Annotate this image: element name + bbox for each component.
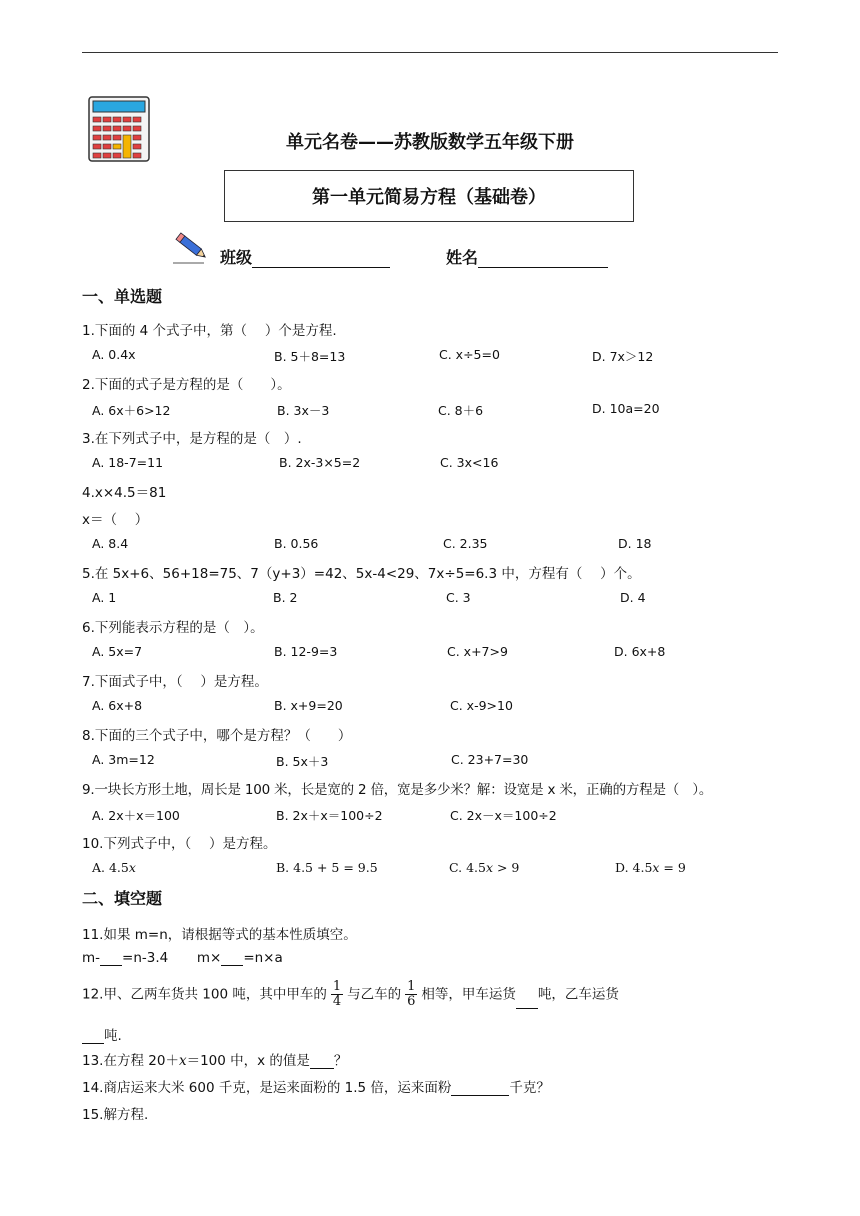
q8-option-c[interactable]: C. 23+7=30 — [451, 752, 529, 767]
q2-option-d[interactable]: D. 10a=20 — [592, 401, 660, 416]
q5-option-c[interactable]: C. 3 — [446, 590, 471, 605]
q7-option-c[interactable]: C. x-9>10 — [450, 698, 513, 713]
q3-option-a[interactable]: A. 18-7=11 — [92, 455, 164, 470]
q4-option-d[interactable]: D. 18 — [618, 536, 652, 551]
fraction-one-sixth: $\frac{1}{6}$ — [407, 979, 416, 1009]
q7-option-a[interactable]: A. 6x+8 — [92, 698, 143, 713]
question-14: 14.商店运来大米 600 千克，是运来面粉的 1.5 倍，运来面粉 千克？ — [82, 1080, 550, 1096]
question-1: 1.下面的 4 个式子中，第（ ）个是方程. — [82, 323, 337, 339]
q8-option-a[interactable]: A. 3m=12 — [92, 752, 155, 767]
question-4-line2: x＝（ ） — [82, 512, 149, 528]
q6-option-c[interactable]: C. x+7>9 — [447, 644, 508, 659]
q10-option-b[interactable]: B. 4.5 + 5 = 9.5 — [276, 860, 378, 875]
pencil-icon — [172, 230, 212, 266]
q9-option-b[interactable]: B. 2x＋x＝100÷2 — [276, 808, 383, 823]
q10-option-d[interactable]: D. 4.5𝑥 = 9 — [615, 860, 686, 875]
q8-option-b[interactable]: B. 5x＋3 — [276, 754, 329, 769]
q5-option-b[interactable]: B. 2 — [273, 590, 298, 605]
q11-blank-2[interactable] — [221, 952, 243, 966]
calculator-icon — [88, 96, 150, 162]
q2-option-a[interactable]: A. 6x＋6>12 — [92, 403, 171, 418]
subtitle-box — [224, 170, 634, 222]
class-field[interactable] — [220, 245, 390, 268]
question-12-line2: 吨. — [82, 1024, 122, 1044]
question-4: 4.x×4.5＝81 — [82, 485, 167, 501]
page-title: 单元名卷——苏教版数学五年级下册 — [286, 132, 574, 153]
q1-option-d[interactable]: D. 7x＞12 — [592, 349, 654, 364]
q13-blank[interactable] — [310, 1055, 334, 1069]
question-13: 13.在方程 20＋x＝100 中，x 的值是 ？ — [82, 1053, 348, 1069]
q10-option-c[interactable]: C. 4.5𝑥 > 9 — [449, 860, 520, 875]
q1-option-a[interactable]: A. 0.4x — [92, 347, 136, 362]
question-3: 3.在下列式子中，是方程的是（ ）. — [82, 431, 302, 447]
question-7: 7.下面式子中，（ ）是方程。 — [82, 674, 268, 690]
q6-option-d[interactable]: D. 6x+8 — [614, 644, 666, 659]
q12-blank-2[interactable] — [82, 1030, 104, 1044]
q2-option-c[interactable]: C. 8＋6 — [438, 403, 484, 418]
fraction-one-quarter: $\frac{1}{4}$ — [332, 979, 342, 1009]
q1-option-b[interactable]: B. 5＋8=13 — [274, 349, 346, 364]
question-15: 15.解方程. — [82, 1107, 149, 1123]
q2-option-b[interactable]: B. 3x－3 — [277, 403, 330, 418]
q1-option-c[interactable]: C. x÷5=0 — [439, 347, 500, 362]
name-underline[interactable] — [478, 251, 608, 268]
question-2: 2.下面的式子是方程的是（ ）。 — [82, 377, 291, 393]
question-12: 12.甲、乙两车货共 100 吨，其中甲车的 $\frac{1}{4}$ 与乙车的 $\frac{1}{6}$ 相等，甲车运货 吨，乙车运货 — [82, 979, 619, 1009]
q12-blank-1[interactable] — [516, 995, 538, 1009]
q11-blank-1[interactable] — [100, 952, 122, 966]
q3-option-c[interactable]: C. 3x<16 — [440, 455, 499, 470]
class-label: 班级 — [220, 248, 253, 267]
q3-option-b[interactable]: B. 2x-3×5=2 — [279, 455, 361, 470]
q14-blank[interactable] — [451, 1082, 509, 1096]
class-underline[interactable] — [252, 251, 390, 268]
question-6: 6.下列能表示方程的是（ ）。 — [82, 620, 264, 636]
question-9: 9.一块长方形土地，周长是 100 米，长是宽的 2 倍，宽是多少米？解：设宽是 x 米，正确的方程是（ ）。 — [82, 782, 713, 798]
q6-option-a[interactable]: A. 5x=7 — [92, 644, 143, 659]
question-11-blanks: m- =n-3.4 m× =n×a — [82, 950, 283, 966]
q7-option-b[interactable]: B. x+9=20 — [274, 698, 343, 713]
question-11: 11.如果 m=n，请根据等式的基本性质填空。 — [82, 927, 357, 943]
question-10: 10.下列式子中，（ ）是方程。 — [82, 836, 277, 852]
question-5: 5.在 5x+6、56+18=75、7（y+3）=42、5x-4<29、7x÷5=6.3 中，方程有（ ）个。 — [82, 566, 641, 582]
q4-option-c[interactable]: C. 2.35 — [443, 536, 488, 551]
name-label: 姓名 — [446, 248, 479, 267]
q10-option-a[interactable]: A. 4.5𝑥 — [92, 860, 136, 875]
section-heading-1: 一、单选题 — [82, 287, 163, 306]
q4-option-a[interactable]: A. 8.4 — [92, 536, 129, 551]
section-heading-2: 二、填空题 — [82, 889, 163, 908]
q9-option-c[interactable]: C. 2x－x＝100÷2 — [450, 808, 557, 823]
q5-option-d[interactable]: D. 4 — [620, 590, 646, 605]
top-rule — [82, 52, 778, 53]
q5-option-a[interactable]: A. 1 — [92, 590, 117, 605]
q6-option-b[interactable]: B. 12-9=3 — [274, 644, 338, 659]
subtitle: 第一单元简易方程（基础卷） — [312, 187, 546, 208]
name-field[interactable] — [446, 245, 608, 268]
q9-option-a[interactable]: A. 2x＋x＝100 — [92, 808, 180, 823]
q4-option-b[interactable]: B. 0.56 — [274, 536, 319, 551]
question-8: 8.下面的三个式子中，哪个是方程？（ ） — [82, 728, 352, 744]
